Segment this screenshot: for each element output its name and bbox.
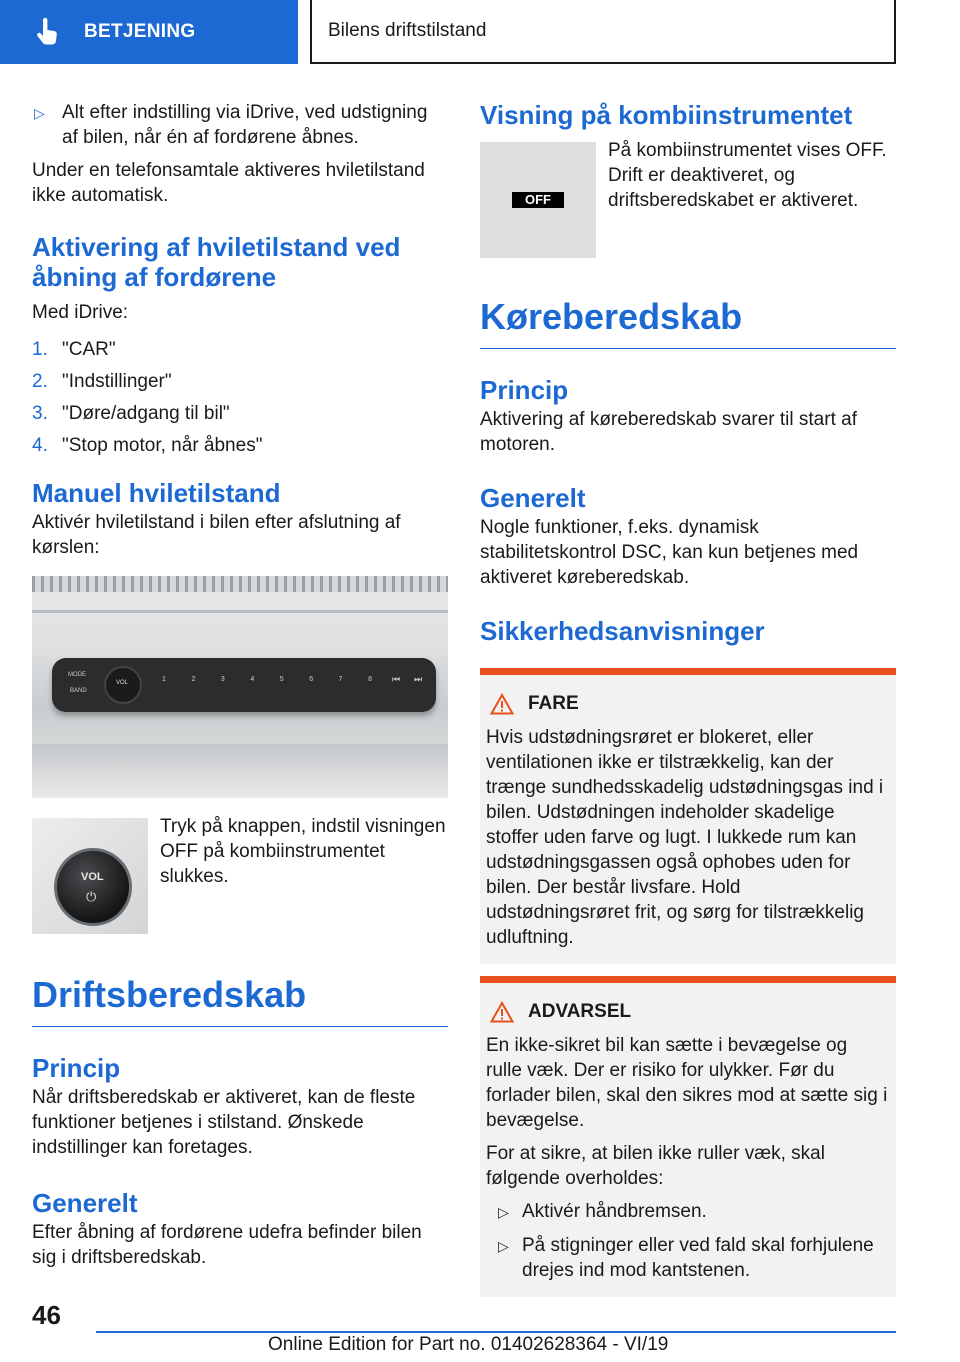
knob-instruction: Tryk på knappen, indstil visningen OFF på kombiinstrumentet slukkes. [160,816,446,887]
console-shadow [32,744,448,798]
volume-knob [104,666,142,704]
bullet-text: Alt efter indstilling via iDrive, ved udstigning af bilen, når én af fordørene åbnes. [62,102,428,148]
paragraph: Aktivér hviletilstand i bilen efter afslutning af kørslen: [32,512,401,558]
knob-vol-label: VOL [81,871,104,883]
step-text: "Indstillinger" [62,371,172,392]
warning-triangle-icon [490,1001,514,1023]
bullet-text: På stigninger eller ved fald skal forhjulene drejes ind mod kantstenen. [522,1235,874,1281]
paragraph: Med iDrive: [32,302,129,323]
heading-principle: Princip [480,375,569,405]
mode-label: MODE [68,672,86,678]
list-item [32,401,448,426]
preset-keys [162,676,372,696]
footer-rule [96,1331,896,1333]
heading-rest-doors: Aktivering af hviletilstand ved åbning af fordørene [32,232,401,292]
heading-principle: Princip [32,1053,121,1083]
warning-triangle-icon [490,693,514,715]
steps-list [32,337,448,458]
skip-back-icon: ⏮ [392,674,401,684]
danger-header [486,693,888,715]
radio-panel-image [32,576,448,798]
vol-knob-image [32,818,148,934]
heading-safety: Sikkerhedsanvisninger [480,616,765,646]
triangle-bullet-icon: ▷ [34,105,45,121]
knob-block [32,818,448,934]
right-column [480,100,896,1297]
paragraph: Aktivering af køreberedskab svarer til start af motoren. [480,409,857,455]
preset-key: 2 [191,676,196,683]
preset-key: 1 [162,676,166,683]
vol-label: VOL [116,680,129,686]
step-text: "Døre/adgang til bil" [62,403,230,424]
preset-key: 3 [220,676,225,683]
off-badge: OFF [512,192,564,208]
paragraph: Under en telefonsamtale aktiveres hviletilstand ikke automatisk. [32,160,425,206]
section-label: BETJENING [84,21,196,42]
section-tab [0,0,298,64]
power-icon: ⏻ [86,889,97,904]
instrument-cluster-image [480,142,596,258]
step-number: 2. [32,371,48,392]
warning-text: For at sikre, at bilen ikke ruller væk, skal følgende overholdes: [486,1143,825,1189]
bullet-text: Aktivér håndbremsen. [522,1201,707,1222]
step-number: 1. [32,339,48,360]
hand-pointer-icon [32,17,62,47]
panel-seam [32,610,448,613]
preset-key: 4 [250,676,255,683]
step-number: 4. [32,435,48,456]
step-text: "Stop motor, når åbnes" [62,435,263,456]
danger-title: FARE [528,693,579,714]
warning-header [486,1001,888,1023]
bullet-item [32,100,448,150]
heading-general: Generelt [480,483,586,513]
preset-key: 5 [279,676,284,683]
triangle-bullet-icon: ▷ [498,1238,509,1254]
warning-bullet [486,1233,888,1283]
step-text: "CAR" [62,339,116,360]
triangle-bullet-icon: ▷ [498,1204,509,1220]
heading-general: Generelt [32,1188,138,1218]
danger-box [480,668,896,964]
step-number: 3. [32,403,48,424]
radio-control-panel [52,658,436,712]
list-item [32,433,448,458]
chapter-heading-readiness: Driftsberedskab [32,974,448,1027]
edition-text: Online Edition for Part no. 01402628364 - VI/19 [268,1334,669,1355]
paragraph: Nogle funktioner, f.eks. dynamisk stabilitetskontrol DSC, kan kun betjenes med aktiveret køreberedskab. [480,517,859,588]
preset-key: 8 [368,676,372,683]
preset-key: 6 [309,676,314,683]
warning-bullet [486,1199,888,1225]
paragraph: Når driftsberedskab er aktiveret, kan de fleste funktioner betjenes i stilstand. Ønskede indstillinger kan foretages. [32,1087,416,1158]
chapter-heading-drive: Køreberedskab [480,296,896,349]
heading-display: Visning på kombiinstrumentet [480,100,853,130]
heading-manual: Manuel hviletilstand [32,478,281,508]
left-column [32,100,448,1270]
paragraph: Efter åbning af fordørene udefra befinder bilen sig i driftsberedskab. [32,1222,422,1268]
warning-text: En ikke-sikret bil kan sætte i bevægelse og rulle væk. Der er risiko for ulykker. Før du forlader bilen, skal den sikres mod at sætte sig i bevægelse. [486,1035,888,1131]
vent-strip [32,576,448,592]
chapter-title: Bilens driftstilstand [310,0,896,64]
list-item [32,369,448,394]
warning-title: ADVARSEL [528,1001,632,1022]
knob-body [54,848,132,926]
list-item [32,337,448,362]
band-label: BAND [70,688,87,694]
display-text: På kombiinstrumentet vises OFF. Drift er deaktiveret, og driftsberedskabet er aktiveret. [608,140,887,211]
page-number: 46 [32,1300,61,1330]
skip-forward-icon: ⏭ [414,674,423,684]
preset-key: 7 [338,676,343,683]
warning-box [480,976,896,1297]
danger-text: Hvis udstødningsrøret er blokeret, eller ventilationen ikke er tilstrækkelig, kan der trænge sundhedsskadelig udstødningsgas ind i bilen. Udstødningen indeholder skadelige stoffer uden farve og lugt. I lukkede rum kan udstødningsgassen også ophobes uden for bilen. Der består livsfare. Hold udstødningsrøret frit, og sørg for tilstrækkelig udluftning. [486,727,884,948]
display-block [480,142,896,258]
